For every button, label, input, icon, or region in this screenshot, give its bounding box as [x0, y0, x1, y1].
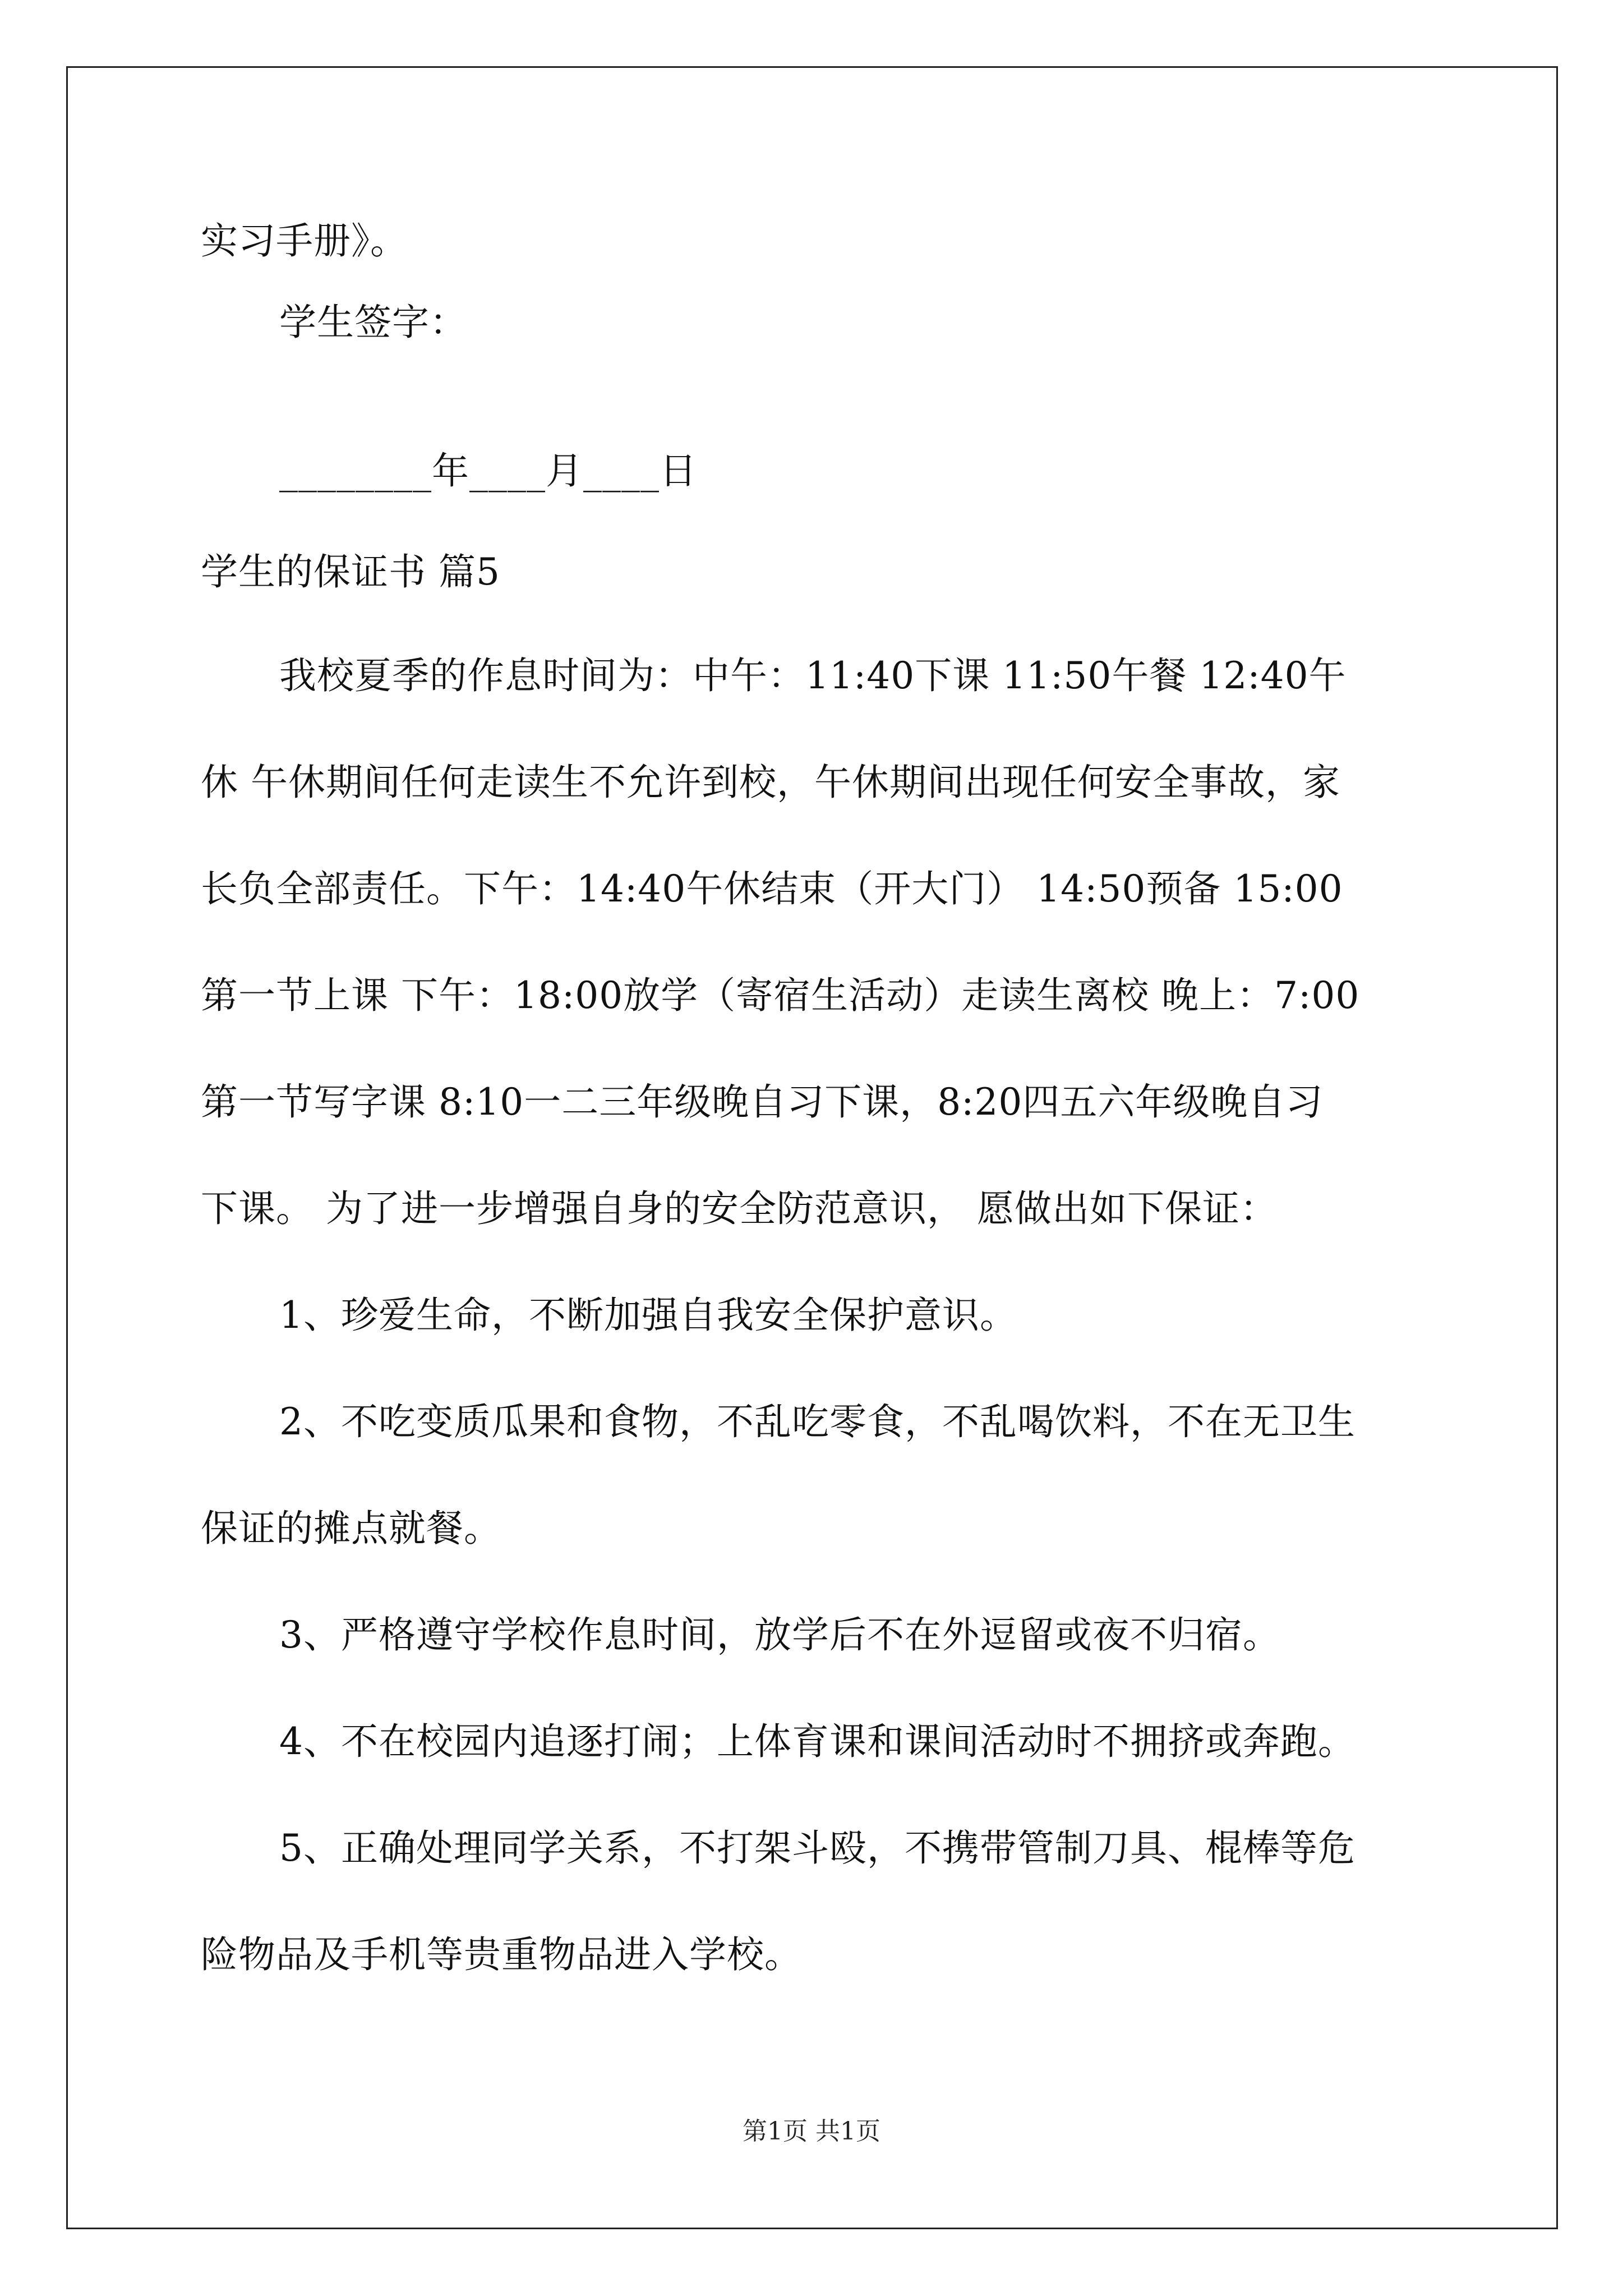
- list-item: 1、珍爱生命，不断加强自我安全保护意识。: [279, 1294, 1017, 1337]
- list-item-continuation: 保证的摊点就餐。: [201, 1507, 501, 1550]
- list-item: 5、正确处理同学关系，不打架斗殴，不携带管制刀具、棍棒等危: [279, 1826, 1355, 1870]
- list-item-continuation: 险物品及手机等贵重物品进入学校。: [201, 1933, 802, 1976]
- section-heading: 学生的保证书 篇5: [201, 550, 500, 593]
- text-line: 我校夏季的作息时间为：中午：11:40下课 11:50午餐 12:40午: [279, 654, 1347, 697]
- text-line: 休 午休期间任何走读生不允许到校，午休期间出现任何安全事故，家: [201, 761, 1340, 804]
- page-border: [66, 66, 1558, 2229]
- page-footer: 第1页 共1页: [743, 2117, 880, 2146]
- date-line: ________年____月____日: [279, 449, 697, 493]
- signature-label: 学生签字：: [279, 301, 467, 344]
- text-line: 第一节上课 下午：18:00放学（寄宿生活动）走读生离校 晚上：7:00: [201, 974, 1360, 1017]
- text-line: 下课。 为了进一步增强自身的安全防范意识， 愿做出如下保证：: [201, 1187, 1278, 1230]
- text-line: 第一节写字课 8:10一二三年级晚自习下课，8:20四五六年级晚自习: [201, 1080, 1324, 1124]
- list-item: 3、严格遵守学校作息时间，放学后不在外逗留或夜不归宿。: [279, 1613, 1280, 1657]
- text-line: 实习手册》。: [201, 219, 408, 263]
- text-line: 长负全部责任。下午：14:40午休结束（开大门） 14:50预备 15:00: [201, 867, 1343, 910]
- list-item: 2、不吃变质瓜果和食物，不乱吃零食，不乱喝饮料，不在无卫生: [279, 1400, 1355, 1443]
- list-item: 4、不在校园内追逐打闹；上体育课和课间活动时不拥挤或奔跑。: [279, 1720, 1355, 1763]
